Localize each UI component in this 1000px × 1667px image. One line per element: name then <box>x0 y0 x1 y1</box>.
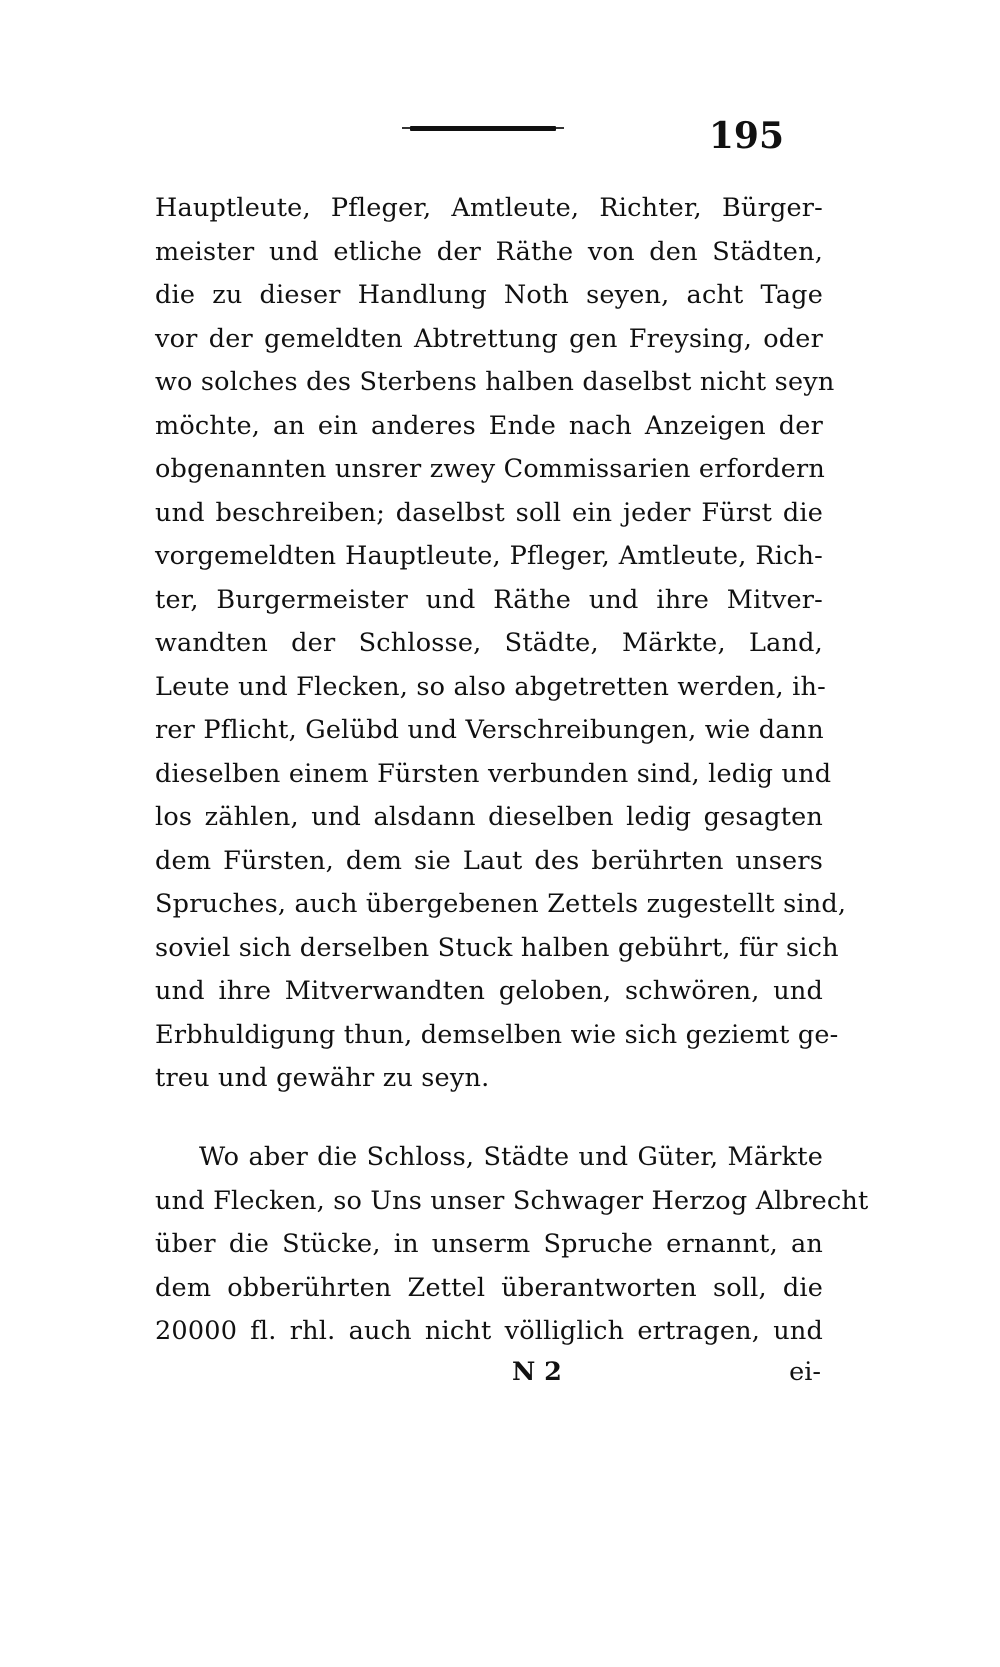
text-line: los zählen, und alsdann dieselben ledig gesagten <box>155 802 823 832</box>
text-line: rer Pflicht, Gelübd und Verschreibungen, wie dann <box>155 715 824 745</box>
text-line: und beschreiben; daselbst soll ein jeder Fürst die <box>155 497 823 528</box>
text-line: Hauptleute, Pfleger, Amtleute, Richter, Bürger‑ <box>155 193 823 223</box>
signature-mark: N 2 <box>512 1357 562 1387</box>
text-line: dem Fürsten, dem sie Laut des berührten unsers <box>155 845 823 876</box>
text-line: obgenannten unsrer zwey Commissarien erfordern <box>155 454 826 484</box>
text-line: möchte, an ein anderes Ende nach Anzeigen der <box>155 410 823 441</box>
text-line: Wo aber die Schloss, Städte und Güter, Märkte <box>199 1142 823 1172</box>
text-line: und Flecken, so Uns unser Schwager Herzog Albrecht <box>155 1185 869 1216</box>
text-line: treu und gewähr zu seyn. <box>155 1063 490 1093</box>
text-line: dem obberührten Zettel überantworten soll, die <box>155 1272 823 1303</box>
text-line: und ihre Mitverwandten geloben, schwören, und <box>155 976 823 1006</box>
text-line: ter, Burgermeister und Räthe und ihre Mitver‑ <box>155 584 823 615</box>
text-line: vor der gemeldten Abtrettung gen Freysing, oder <box>155 323 823 354</box>
text-line: 20000 fl. rhl. auch nicht völliglich ertragen, und <box>155 1316 823 1346</box>
text-line: soviel sich derselben Stuck halben gebührt, für sich <box>155 932 839 963</box>
text-line: die zu dieser Handlung Noth seyen, acht Tage <box>155 280 823 310</box>
text-line: wo solches des Sterbens halben daselbst nicht seyn <box>155 367 835 397</box>
header-rule <box>410 126 556 131</box>
page-number: 195 <box>708 115 784 157</box>
text-line: vorgemeldten Hauptleute, Pfleger, Amtleute, Rich‑ <box>155 541 823 571</box>
text-line: über die Stücke, in unserm Spruche ernannt, an <box>155 1229 823 1259</box>
page-footer <box>155 1350 823 1394</box>
text-line: dieselben einem Fürsten verbunden sind, ledig und <box>155 758 832 789</box>
catchword: ei‑ <box>789 1357 821 1387</box>
text-line: Spruches, auch übergebenen Zettels zugestellt sind, <box>155 889 847 919</box>
text-line: meister und etliche der Räthe von den Städten, <box>155 236 823 267</box>
paragraph-1 <box>155 187 847 1101</box>
paragraph-2 <box>155 1136 869 1354</box>
text-line: Erbhuldigung thun, demselben wie sich geziemt ge‑ <box>155 1019 839 1050</box>
text-line: wandten der Schlosse, Städte, Märkte, Land, <box>155 628 823 658</box>
text-line: Leute und Flecken, so also abgetretten werden, ih‑ <box>155 671 826 702</box>
